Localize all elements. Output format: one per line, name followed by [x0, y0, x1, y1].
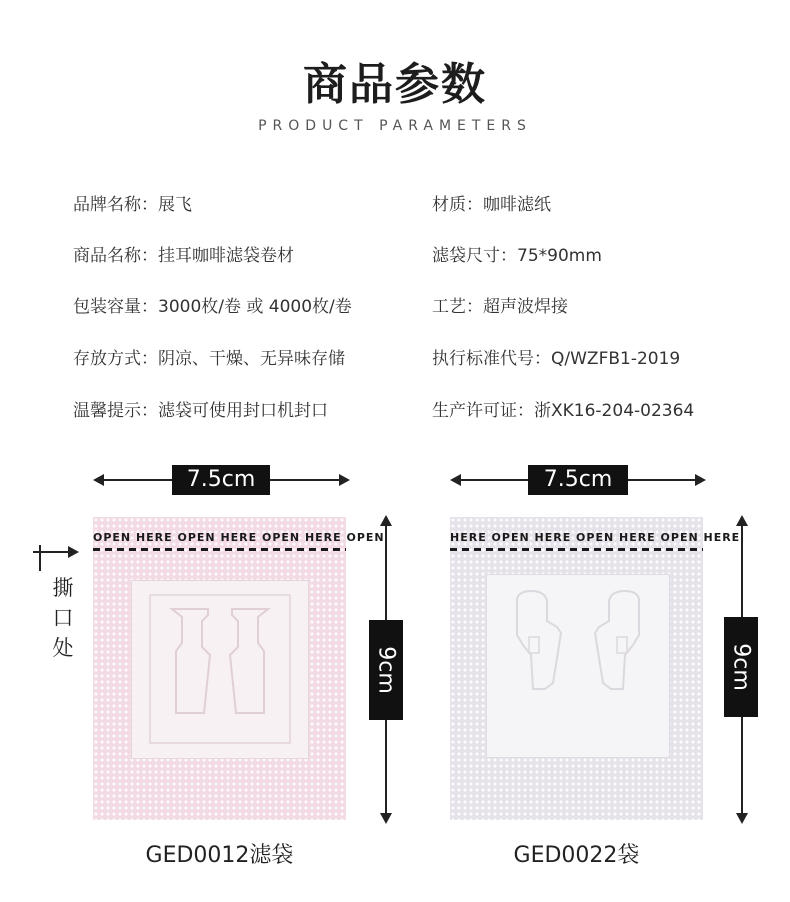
filter-bag-image	[93, 517, 385, 820]
tear-label-char: 口	[52, 606, 74, 630]
open-here-strip: HERE OPEN HERE OPEN HERE OPEN HERE	[450, 531, 741, 544]
height-label: 9cm	[728, 643, 754, 691]
spec-key: 商品名称：	[73, 246, 158, 266]
spec-package	[73, 292, 352, 317]
height-label-box	[369, 620, 403, 720]
spec-value: 3000枚/卷 或 4000枚/卷	[158, 297, 352, 317]
tear-label-char: 撕	[52, 576, 74, 600]
spec-value: 浙XK16-204-02364	[534, 401, 695, 421]
hanger-card	[486, 574, 670, 758]
spec-key: 品牌名称：	[73, 195, 158, 215]
spec-key: 温馨提示：	[73, 401, 158, 421]
spec-value: 75*90mm	[517, 246, 602, 266]
product-caption: GED0012滤袋	[145, 843, 294, 868]
spec-value: Q/WZFB1-2019	[551, 349, 681, 369]
perforation-line	[450, 548, 703, 551]
open-here-strip: OPEN HERE OPEN HERE OPEN HERE OPEN	[93, 531, 385, 544]
spec-product-name	[73, 241, 294, 266]
spec-brand	[73, 190, 192, 215]
tear-marker-tick	[39, 545, 41, 571]
spec-key: 滤袋尺寸：	[432, 246, 517, 266]
spec-size	[432, 241, 602, 266]
spec-value: 挂耳咖啡滤袋卷材	[158, 246, 294, 266]
spec-key: 生产许可证：	[432, 401, 534, 421]
width-label: 7.5cm	[528, 465, 628, 495]
page-subtitle: PRODUCT PARAMETERS	[258, 118, 532, 134]
spec-key: 执行标准代号：	[432, 349, 551, 369]
spec-value: 咖啡滤纸	[483, 195, 551, 215]
tear-label-char: 处	[52, 636, 74, 660]
page-title: 商品参数	[303, 59, 487, 110]
spec-storage	[73, 344, 345, 369]
spec-tip	[73, 396, 328, 421]
product-caption: GED0022袋	[513, 843, 640, 868]
spec-value: 展飞	[158, 195, 192, 215]
spec-key: 包装容量：	[73, 297, 158, 317]
spec-material	[432, 190, 551, 215]
hanger-outline-icon	[487, 575, 669, 757]
spec-process	[432, 292, 568, 317]
spec-key: 工艺：	[432, 297, 483, 317]
spec-value: 滤袋可使用封口机封口	[158, 401, 328, 421]
hanger-card	[131, 580, 309, 759]
perforation-line	[93, 548, 346, 551]
height-label: 9cm	[373, 646, 399, 694]
spec-key: 材质：	[432, 195, 483, 215]
height-label-box	[724, 617, 758, 717]
tear-arrow	[33, 551, 77, 553]
spec-value: 超声波焊接	[483, 297, 568, 317]
spec-license	[432, 396, 694, 421]
spec-key: 存放方式：	[73, 349, 158, 369]
spec-value: 阴凉、干燥、无异味存储	[158, 349, 345, 369]
spec-standard	[432, 344, 680, 369]
hanger-outline-icon	[132, 581, 308, 758]
width-label: 7.5cm	[172, 465, 270, 495]
